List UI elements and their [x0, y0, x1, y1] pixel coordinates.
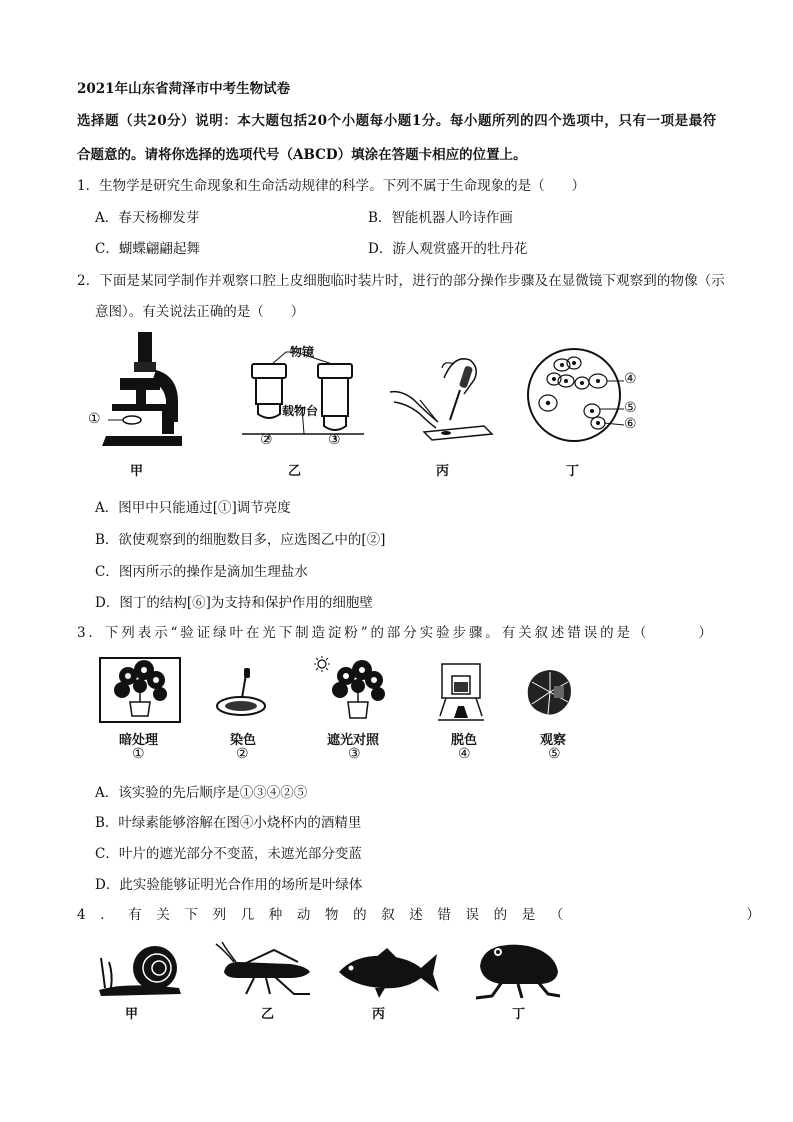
q3-step-5-figure — [524, 666, 574, 720]
q1-option-c: C．蝴蝶翩翩起舞 — [95, 241, 200, 257]
q4-label-bing: 丙 — [372, 1007, 386, 1022]
q3-step-2-num: ② — [236, 746, 249, 762]
q2-option-a: A．图甲中只能通过[①]调节亮度 — [95, 500, 291, 516]
q2-mark-1: ① — [88, 411, 101, 427]
doc-title: 2021年山东省菏泽市中考生物试卷 — [77, 81, 291, 97]
q4-frog-figure — [472, 936, 562, 1002]
q3-step-4-num: ④ — [458, 746, 471, 762]
q4-label-yi: 乙 — [261, 1007, 275, 1022]
q2-option-d: D．图丁的结构[⑥]为支持和保护作用的细胞壁 — [95, 595, 373, 611]
intro-line-1: 选择题（共20分）说明：本大题包括20个小题每小题1分。每小题所列的四个选项中，只有一项是最符 — [77, 113, 717, 129]
q1-option-a: A．春天杨柳发芽 — [95, 210, 200, 226]
q3-step-5-num: ⑤ — [548, 746, 561, 762]
q3-step-3-label: 遮光对照 — [327, 733, 380, 748]
q4-snail-figure — [95, 942, 187, 998]
q2-stem-line-1: 2．下面是某同学制作并观察口腔上皮细胞临时装片时，进行的部分操作步骤及在显微镜下观察到的物像（示 — [77, 273, 725, 289]
q3-option-b: B．叶绿素能够溶解在图④小烧杯内的酒精里 — [95, 815, 362, 831]
q2-option-c: C．图丙所示的操作是滴加生理盐水 — [95, 564, 308, 580]
slide-drop-figure — [384, 340, 510, 450]
q3-step-1-label: 暗处理 — [119, 733, 159, 748]
q3-step-3-figure — [314, 656, 394, 724]
q2-mark-5: ⑤ — [624, 400, 637, 416]
q4-stem: 4．有关下列几种动物的叙述错误的是（ ） — [77, 907, 775, 923]
q3-step-5-label: 观察 — [540, 733, 567, 748]
q3-step-2-label: 染色 — [230, 733, 257, 748]
q2-stage-label: 载物台 — [282, 404, 319, 418]
q3-step-1-num: ① — [132, 746, 145, 762]
q2-objective-label: 物镜 — [290, 345, 315, 359]
q2-fig-ding-label: 丁 — [566, 464, 580, 479]
q2-mark-4: ④ — [624, 371, 637, 387]
q2-fig-jia-label: 甲 — [130, 464, 144, 479]
q3-option-c: C．叶片的遮光部分不变蓝，未遮光部分变蓝 — [95, 846, 362, 862]
q2-stem-line-2: 意图）。有关说法正确的是（ ） — [95, 304, 305, 320]
q2-fig-yi-label: 乙 — [288, 464, 302, 479]
q3-step-4-label: 脱色 — [451, 733, 478, 748]
q2-fig-bing-label: 丙 — [436, 464, 450, 479]
cell-view-figure — [526, 345, 626, 445]
q2-mark-3: ③ — [328, 432, 341, 448]
q1-option-d: D．游人观赏盛开的牡丹花 — [368, 241, 528, 257]
intro-line-2: 合题意的。请将你选择的选项代号（ABCD）填涂在答题卡相应的位置上。 — [77, 147, 527, 163]
q3-option-d: D．此实验能够证明光合作用的场所是叶绿体 — [95, 877, 363, 893]
q2-mark-6: ⑥ — [624, 416, 637, 432]
q2-mark-2: ② — [260, 432, 273, 448]
microscope-figure — [86, 330, 191, 454]
q4-fish-figure — [335, 946, 441, 1000]
q4-label-ding: 丁 — [512, 1007, 526, 1022]
q4-label-jia: 甲 — [125, 1007, 139, 1022]
q3-stem: 3．下列表示“验证绿叶在光下制造淀粉”的部分实验步骤。有关叙述错误的是（ ） — [77, 625, 715, 641]
q3-step-2-figure — [214, 668, 268, 720]
q1-stem: 1．生物学是研究生命现象和生命活动规律的科学。下列不属于生命现象的是（ ） — [77, 178, 586, 194]
q3-step-3-num: ③ — [348, 746, 361, 762]
q1-option-b: B．智能机器人吟诗作画 — [368, 210, 513, 226]
q3-step-1-figure — [98, 656, 182, 724]
q3-option-a: A．该实验的先后顺序是①③④②⑤ — [95, 785, 308, 801]
q4-grasshopper-figure — [214, 940, 314, 998]
q2-option-b: B．欲使观察到的细胞数目多，应选图乙中的[②] — [95, 532, 386, 548]
q3-step-4-figure — [436, 662, 486, 722]
